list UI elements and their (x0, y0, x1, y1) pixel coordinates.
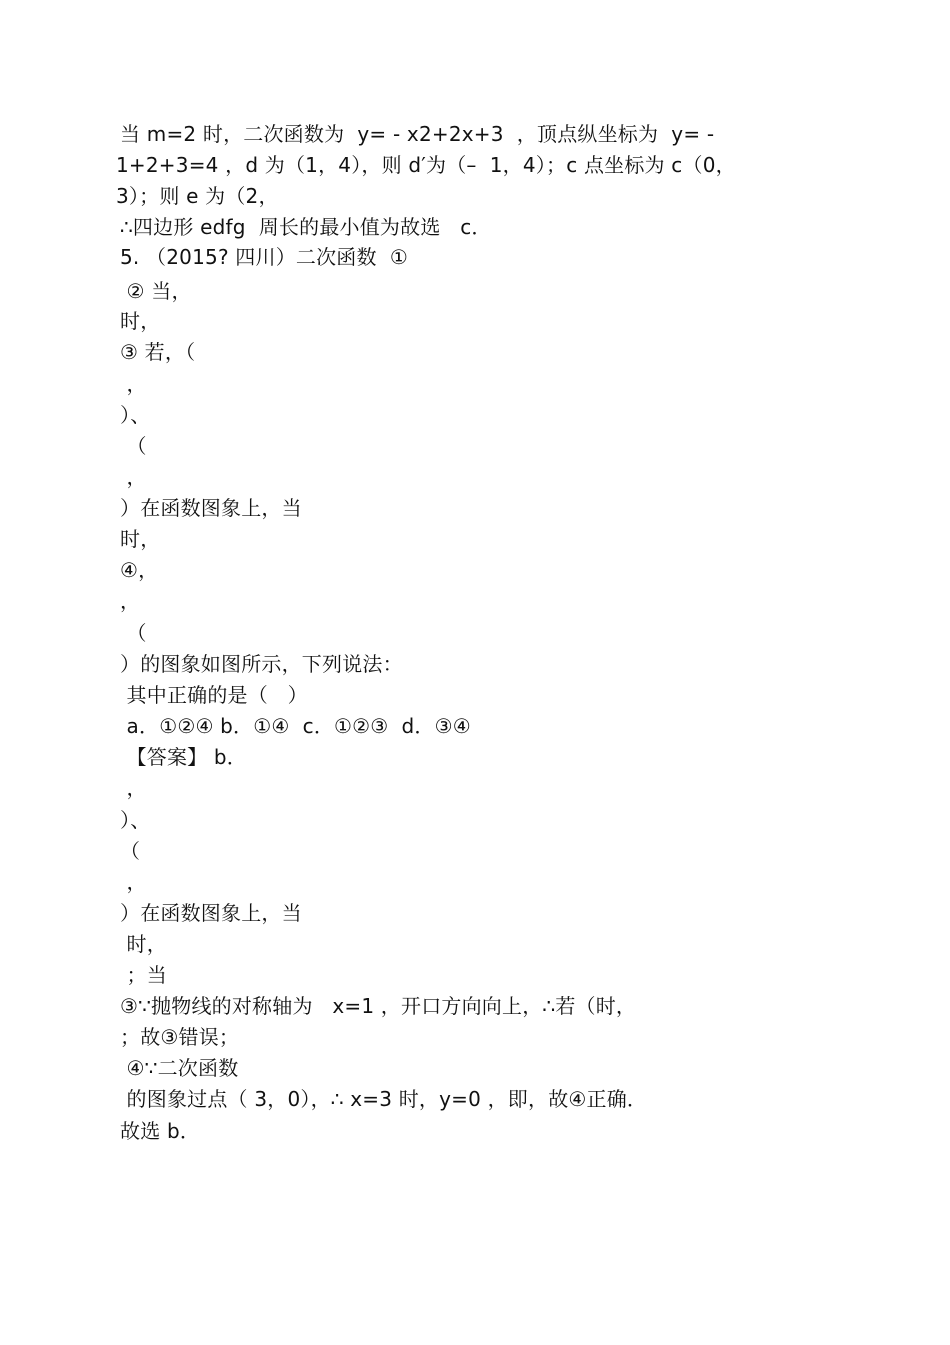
text-line: ）在函数图象上，当 (120, 901, 302, 925)
text-line: ， (120, 870, 147, 894)
text-line: ② 当， (120, 279, 192, 303)
text-line: 当 m=2 时，二次函数为 y= - x2+2x+3 ，顶点纵坐标为 y= - (120, 122, 715, 146)
text-line: ；当 (120, 963, 167, 987)
text-line: ③∵抛物线的对称轴为 x=1 ，开口方向向上，∴若（时， (120, 994, 637, 1018)
text-line: （ (120, 434, 147, 458)
text-line: 时， (120, 309, 161, 333)
text-line: ， (120, 776, 147, 800)
text-line: 时， (120, 932, 167, 956)
text-line: ）在函数图象上，当 (120, 496, 302, 520)
text-line: 3）；则 e 为（2， (116, 184, 279, 208)
text-line: a．①②④ b．①④ c．①②③ d．③④ (120, 714, 471, 738)
text-line: 其中正确的是（ ） (120, 683, 308, 707)
text-line: ， (120, 465, 147, 489)
text-line: 时， (120, 527, 161, 551)
text-line: ， (120, 589, 141, 613)
text-line: ∴四边形 edfg 周长的最小值为故选 c． (120, 215, 492, 239)
text-line: （ (120, 839, 141, 863)
text-line: ）、 (120, 403, 151, 427)
text-line: 5. （2015? 四川）二次函数 ① (120, 245, 408, 269)
text-line: ， (120, 372, 147, 396)
text-line: ；故③错误； (120, 1025, 240, 1049)
answer-line: 【答案】 b． (120, 745, 248, 769)
text-line: ③ 若，（ (120, 340, 196, 364)
text-line: （ (120, 621, 147, 645)
text-line: ）、 (120, 808, 151, 832)
text-line: ④∵二次函数 (120, 1056, 239, 1080)
text-line: ）的图象如图所示，下列说法： (120, 652, 403, 676)
text-line: 的图象过点（ 3，0），∴ x=3 时，y=0 ，即，故④正确． (120, 1087, 648, 1111)
text-line: 1+2+3=4 ，d 为（1，4），则 d′为（– 1，4）；c 点坐标为 c（0， (116, 153, 736, 177)
text-line: 故选 b． (120, 1119, 201, 1143)
text-line: ④， (120, 558, 159, 582)
